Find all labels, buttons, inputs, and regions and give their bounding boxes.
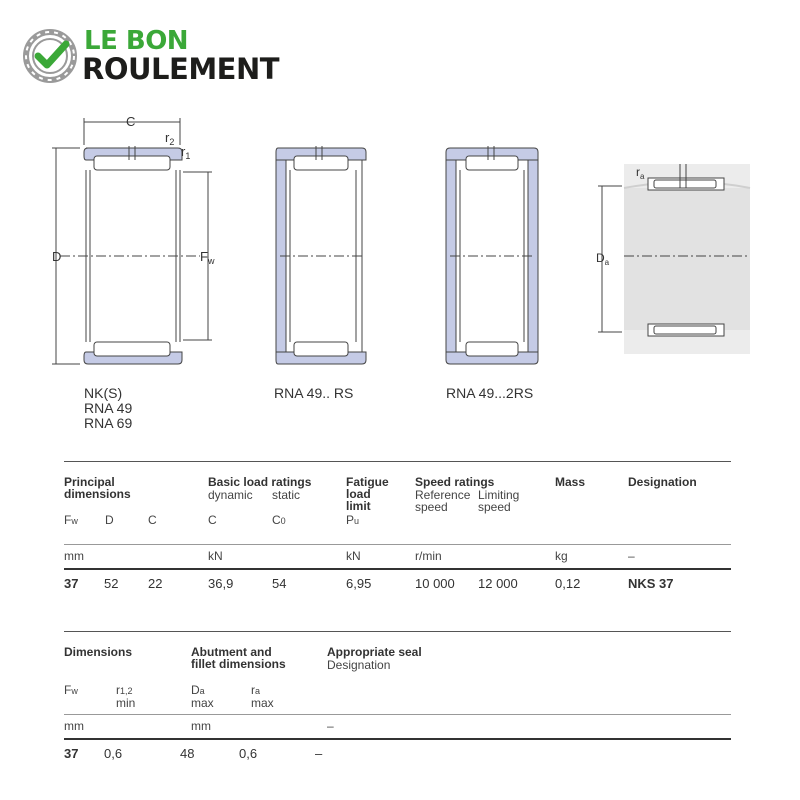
- cell2-da: 48: [180, 746, 195, 761]
- symbol2-r12: r1,2 min: [116, 683, 136, 710]
- header-reference: Reference speed: [415, 488, 471, 514]
- cell-designation: NKS 37: [628, 576, 674, 591]
- header-basic-load: Basic load ratings: [208, 475, 312, 489]
- cell-c: 22: [148, 576, 163, 591]
- dim-label-da-sub: a: [604, 258, 610, 267]
- dim-label-fw: F: [200, 249, 208, 264]
- symbol-c: C: [148, 513, 157, 527]
- caption-nk-line-1: NK(S): [84, 385, 123, 401]
- unit-kn-load: kN: [208, 549, 223, 563]
- dim-label-r2: r: [165, 130, 170, 145]
- dim-label-r2-sub: 2: [169, 137, 175, 147]
- dim-label-ra-sub: a: [640, 172, 645, 181]
- header-dimensions: Dimensions: [64, 645, 133, 659]
- svg-text:r2: [165, 130, 174, 147]
- symbol-d: D: [105, 513, 114, 527]
- logo-text-le-bon: LE BON: [84, 26, 189, 56]
- svg-text:Da: [596, 251, 610, 267]
- cell2-seal: –: [315, 746, 323, 761]
- dim-label-da: D: [596, 251, 605, 265]
- header-static: static: [272, 488, 301, 502]
- svg-text:r1: [181, 144, 190, 161]
- table1-data-rule: [64, 568, 731, 570]
- cell-static: 54: [272, 576, 287, 591]
- cell-mass: 0,12: [555, 576, 581, 591]
- cell-limiting-speed: 12 000: [478, 576, 518, 591]
- drawing-rna-rs-bearing: [276, 146, 366, 364]
- table1-top-rule: [64, 461, 731, 462]
- table1-mid-rule: [64, 544, 731, 545]
- unit2-dash: –: [327, 719, 334, 733]
- symbol-c0: C0: [272, 513, 286, 527]
- cell-d: 52: [104, 576, 119, 591]
- cell2-r12: 0,6: [104, 746, 123, 761]
- unit-rmin: r/min: [415, 549, 442, 563]
- caption-nk: [84, 386, 132, 431]
- unit2-mm-dimensions: mm: [64, 719, 84, 733]
- svg-text:Fw: [200, 249, 215, 266]
- logo-text-roulement: ROULEMENT: [82, 52, 280, 86]
- unit-dash: –: [628, 549, 635, 563]
- caption-nk-line-2: RNA 49: [84, 400, 133, 416]
- cell-reference-speed: 10 000: [415, 576, 455, 591]
- unit2-mm-abutment: mm: [191, 719, 211, 733]
- cell-dynamic: 36,9: [208, 576, 234, 591]
- table2-mid-rule: [64, 714, 731, 715]
- symbol2-ra: ra max: [251, 683, 274, 710]
- table2-top-rule: [64, 631, 731, 632]
- dim-label-d: D: [52, 249, 62, 264]
- drawing-rna-2rs-bearing: [446, 146, 538, 364]
- dim-label-fw-sub: w: [207, 256, 215, 266]
- dim-label-c: C: [126, 114, 136, 129]
- dim-label-ra: r: [636, 165, 640, 179]
- symbol-fw: Fw: [64, 513, 78, 527]
- dim-label-r1: r: [181, 144, 186, 159]
- symbol-c-dynamic: C: [208, 513, 217, 527]
- caption-rna-rs: RNA 49.. RS: [274, 385, 354, 401]
- drawing-mounting-shaft: [598, 164, 750, 354]
- header-abutment: Abutment and fillet dimensions: [191, 645, 286, 671]
- header-seal: Appropriate seal: [327, 645, 422, 659]
- dim-label-r1-sub: 1: [185, 151, 191, 161]
- header-dynamic: dynamic: [208, 488, 253, 502]
- symbol2-da: Da max: [191, 683, 214, 710]
- cell-fw: 37: [64, 576, 79, 591]
- header-limiting: Limiting speed: [478, 488, 520, 514]
- header-fatigue: Fatigue load limit: [346, 475, 389, 513]
- symbol2-fw: Fw: [64, 683, 78, 697]
- symbol-pu: Pu: [346, 513, 360, 527]
- table2-data-rule: [64, 738, 731, 740]
- cell2-fw: 37: [64, 746, 79, 761]
- bearing-drawings: [0, 0, 800, 380]
- header-mass: Mass: [555, 475, 586, 489]
- unit-kg: kg: [555, 549, 568, 563]
- header-designation: Designation: [628, 475, 697, 489]
- header-speed: Speed ratings: [415, 475, 495, 489]
- header-seal-designation: Designation: [327, 658, 391, 672]
- header-principal: Principal dimensions: [64, 475, 131, 501]
- unit-mm: mm: [64, 549, 84, 563]
- cell2-ra: 0,6: [239, 746, 258, 761]
- unit-kn-fatigue: kN: [346, 549, 361, 563]
- cell-fatigue: 6,95: [346, 576, 372, 591]
- caption-rna-2rs: RNA 49...2RS: [446, 385, 534, 401]
- caption-nk-line-3: RNA 69: [84, 415, 133, 431]
